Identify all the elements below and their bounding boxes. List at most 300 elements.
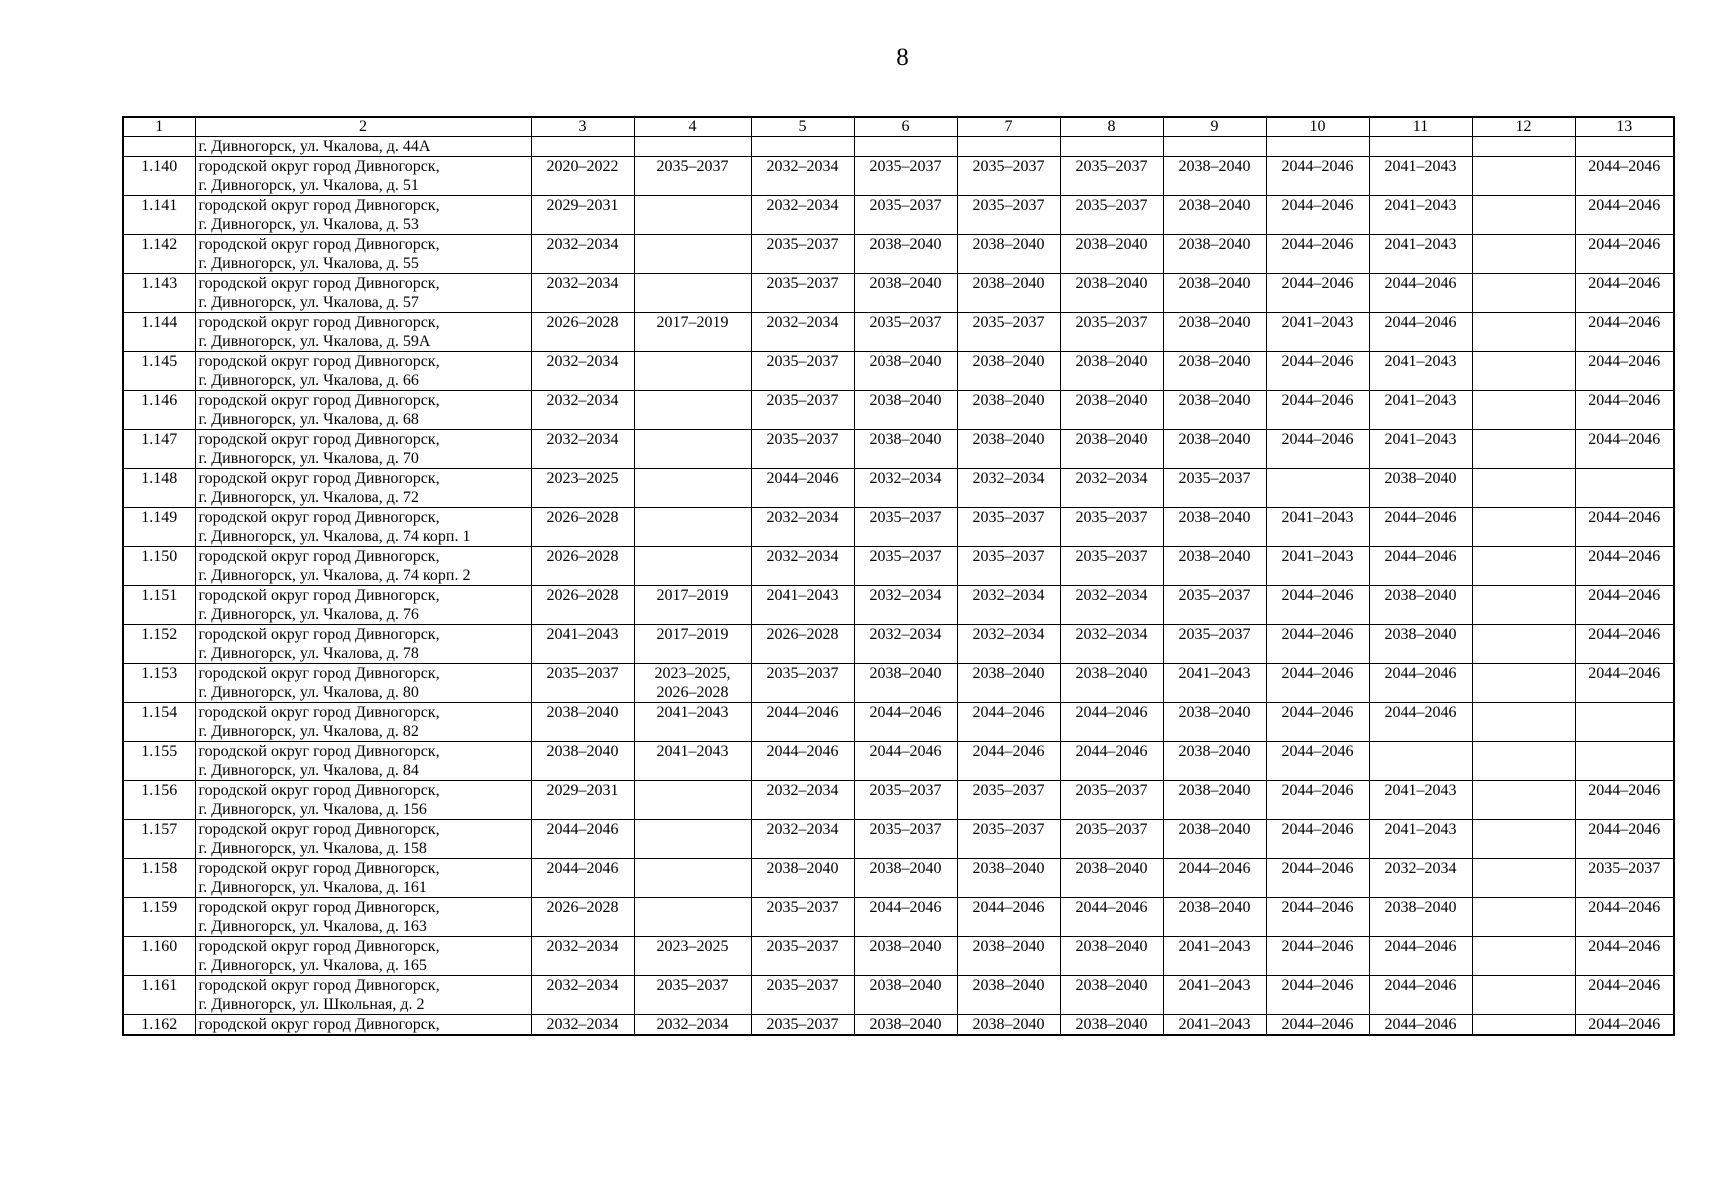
period-cell: 2041–2043	[1163, 976, 1266, 1015]
table-row	[123, 703, 1674, 742]
period-cell: 2044–2046	[1266, 235, 1369, 274]
period-cell: 2038–2040	[1163, 742, 1266, 781]
address-line: городской округ город Дивногорск,	[198, 197, 440, 214]
table-row	[123, 898, 1674, 937]
period-cell: 2032–2034	[854, 625, 957, 664]
column-header: 3	[531, 117, 634, 137]
period-cell	[854, 137, 957, 157]
address-line: г. Дивногорск, ул. Чкалова, д. 78	[198, 645, 419, 662]
period-cell	[1575, 742, 1674, 781]
period-cell: 2032–2034	[751, 313, 854, 352]
period-cell: 2035–2037	[1060, 781, 1163, 820]
period-cell: 2044–2046	[1575, 976, 1674, 1015]
address-cell	[195, 976, 531, 1015]
period-cell: 2035–2037	[957, 547, 1060, 586]
period-cell: 2038–2040	[1163, 196, 1266, 235]
period-cell: 2041–2043	[1369, 391, 1472, 430]
table-row	[123, 508, 1674, 547]
address-cell	[195, 781, 531, 820]
period-cell: 2044–2046	[1266, 586, 1369, 625]
period-cell	[1575, 469, 1674, 508]
period-cell: 2038–2040	[1060, 664, 1163, 703]
period-cell: 2032–2034	[531, 430, 634, 469]
period-cell: 2038–2040	[854, 937, 957, 976]
period-cell: 2035–2037	[634, 157, 751, 196]
address-line: г. Дивногорск, ул. Чкалова, д. 84	[198, 762, 419, 779]
period-cell	[634, 469, 751, 508]
period-cell: 2035–2037	[1163, 586, 1266, 625]
period-cell: 2044–2046	[1266, 937, 1369, 976]
period-cell: 2038–2040	[1369, 625, 1472, 664]
period-cell	[1163, 137, 1266, 157]
period-cell: 2035–2037	[957, 508, 1060, 547]
period-cell: 2041–2043	[1369, 235, 1472, 274]
period-cell: 2032–2034	[957, 469, 1060, 508]
period-cell: 2041–2043	[634, 703, 751, 742]
address-line: городской округ город Дивногорск,	[198, 782, 440, 799]
address-line: городской округ город Дивногорск,	[198, 626, 440, 643]
period-cell: 2041–2043	[751, 586, 854, 625]
period-cell	[1472, 391, 1575, 430]
period-cell: 2044–2046	[1060, 898, 1163, 937]
period-cell: 2032–2034	[531, 976, 634, 1015]
period-cell: 2038–2040	[957, 976, 1060, 1015]
row-number-cell: 1.162	[123, 1015, 195, 1036]
period-cell: 2038–2040	[1163, 703, 1266, 742]
period-cell: 2044–2046	[1575, 196, 1674, 235]
period-cell: 2032–2034	[531, 1015, 634, 1036]
period-cell: 2026–2028	[751, 625, 854, 664]
address-cell	[195, 196, 531, 235]
period-cell: 2038–2040	[957, 274, 1060, 313]
period-cell: 2023–2025	[531, 469, 634, 508]
period-cell: 2041–2043	[1163, 937, 1266, 976]
row-number-cell: 1.150	[123, 547, 195, 586]
row-number-cell: 1.141	[123, 196, 195, 235]
address-line: г. Дивногорск, ул. Чкалова, д. 156	[198, 801, 427, 818]
column-header: 10	[1266, 117, 1369, 137]
address-line: г. Дивногорск, ул. Чкалова, д. 163	[198, 918, 427, 935]
period-cell: 2038–2040	[1163, 274, 1266, 313]
period-cell: 2035–2037	[751, 664, 854, 703]
address-cell	[195, 352, 531, 391]
period-cell: 2044–2046	[1575, 625, 1674, 664]
address-line: г. Дивногорск, ул. Чкалова, д. 80	[198, 684, 419, 701]
table-row	[123, 586, 1674, 625]
period-cell: 2032–2034	[634, 1015, 751, 1036]
period-cell: 2044–2046	[531, 820, 634, 859]
address-line: городской округ город Дивногорск,	[198, 899, 440, 916]
period-cell: 2026–2028	[531, 313, 634, 352]
address-line: г. Дивногорск, ул. Школьная, д. 2	[198, 996, 425, 1013]
period-cell	[1472, 274, 1575, 313]
address-cell	[195, 1015, 531, 1036]
period-cell: 2044–2046	[751, 469, 854, 508]
address-cell	[195, 586, 531, 625]
period-cell: 2041–2043	[1369, 196, 1472, 235]
period-cell: 2038–2040	[1163, 547, 1266, 586]
period-cell: 2020–2022	[531, 157, 634, 196]
address-cell	[195, 235, 531, 274]
period-cell: 2044–2046	[751, 742, 854, 781]
period-cell: 2038–2040	[854, 352, 957, 391]
period-cell: 2044–2046	[957, 898, 1060, 937]
period-cell: 2044–2046	[1266, 391, 1369, 430]
table-row	[123, 313, 1674, 352]
period-cell: 2044–2046	[1266, 196, 1369, 235]
address-cell	[195, 937, 531, 976]
table-body	[123, 137, 1674, 1036]
column-header: 8	[1060, 117, 1163, 137]
period-cell: 2044–2046	[1060, 742, 1163, 781]
period-cell: 2035–2037	[1060, 313, 1163, 352]
period-cell: 2044–2046	[1575, 235, 1674, 274]
table-row	[123, 469, 1674, 508]
period-cell	[1472, 742, 1575, 781]
period-cell: 2044–2046	[1575, 820, 1674, 859]
table-row	[123, 1015, 1674, 1036]
period-cell: 2044–2046	[1060, 703, 1163, 742]
period-cell: 2038–2040	[1163, 508, 1266, 547]
address-cell	[195, 508, 531, 547]
period-cell	[1575, 703, 1674, 742]
period-cell: 2038–2040	[1060, 976, 1163, 1015]
period-cell	[1472, 937, 1575, 976]
period-cell	[1266, 137, 1369, 157]
address-line: г. Дивногорск, ул. Чкалова, д. 70	[198, 450, 419, 467]
address-cell	[195, 898, 531, 937]
period-cell: 2026–2028	[531, 508, 634, 547]
period-cell: 2035–2037	[957, 196, 1060, 235]
period-cell: 2035–2037	[1163, 469, 1266, 508]
row-number-cell: 1.160	[123, 937, 195, 976]
period-cell	[634, 196, 751, 235]
period-cell: 2029–2031	[531, 196, 634, 235]
period-cell: 2035–2037	[751, 274, 854, 313]
period-cell	[1472, 196, 1575, 235]
period-cell: 2041–2043	[1266, 547, 1369, 586]
period-cell	[1472, 137, 1575, 157]
period-cell: 2035–2037	[1060, 547, 1163, 586]
period-cell: 2041–2043	[1369, 781, 1472, 820]
period-cell	[1472, 430, 1575, 469]
period-cell: 2032–2034	[751, 820, 854, 859]
period-cell: 2035–2037	[751, 352, 854, 391]
period-cell: 2032–2034	[531, 937, 634, 976]
period-cell: 2038–2040	[1060, 430, 1163, 469]
period-cell: 2041–2043	[1266, 313, 1369, 352]
period-cell	[1472, 898, 1575, 937]
column-header: 12	[1472, 117, 1575, 137]
period-cell: 2044–2046	[1266, 625, 1369, 664]
address-line: г. Дивногорск, ул. Чкалова, д. 66	[198, 372, 419, 389]
row-number-cell: 1.148	[123, 469, 195, 508]
period-cell: 2032–2034	[1060, 469, 1163, 508]
table-row	[123, 235, 1674, 274]
address-cell	[195, 547, 531, 586]
address-line: городской округ город Дивногорск,	[198, 743, 440, 760]
period-cell	[1472, 157, 1575, 196]
period-cell: 2017–2019	[634, 313, 751, 352]
period-cell: 2044–2046	[1266, 664, 1369, 703]
address-line: г. Дивногорск, ул. Чкалова, д. 165	[198, 957, 427, 974]
period-cell: 2038–2040	[957, 664, 1060, 703]
address-line: городской округ город Дивногорск,	[198, 236, 440, 253]
period-cell: 2032–2034	[854, 469, 957, 508]
row-number-cell: 1.153	[123, 664, 195, 703]
period-cell: 2038–2040	[854, 664, 957, 703]
row-number-cell: 1.154	[123, 703, 195, 742]
period-cell: 2044–2046	[957, 703, 1060, 742]
period-cell: 2044–2046	[1575, 313, 1674, 352]
period-cell: 2044–2046	[1575, 157, 1674, 196]
period-cell: 2035–2037	[854, 196, 957, 235]
period-cell: 2044–2046	[854, 703, 957, 742]
address-line: городской округ город Дивногорск,	[198, 275, 440, 292]
column-header: 2	[195, 117, 531, 137]
column-header: 13	[1575, 117, 1674, 137]
period-cell: 2044–2046	[1266, 157, 1369, 196]
address-cell	[195, 274, 531, 313]
table-row	[123, 781, 1674, 820]
period-cell	[1369, 137, 1472, 157]
row-number-cell: 1.143	[123, 274, 195, 313]
period-cell: 2032–2034	[751, 508, 854, 547]
address-cell	[195, 742, 531, 781]
row-number-cell: 1.147	[123, 430, 195, 469]
period-cell	[1472, 859, 1575, 898]
period-cell: 2035–2037	[957, 157, 1060, 196]
period-cell: 2044–2046	[854, 898, 957, 937]
period-cell: 2035–2037	[854, 547, 957, 586]
row-number-cell: 1.144	[123, 313, 195, 352]
address-line: г. Дивногорск, ул. Чкалова, д. 68	[198, 411, 419, 428]
address-cell	[195, 430, 531, 469]
period-cell: 2038–2040	[957, 352, 1060, 391]
period-cell: 2035–2037	[751, 391, 854, 430]
period-cell	[1575, 137, 1674, 157]
address-cell	[195, 625, 531, 664]
address-line: городской округ город Дивногорск,	[198, 977, 440, 994]
period-cell	[634, 274, 751, 313]
period-cell: 2038–2040	[1060, 391, 1163, 430]
address-line: г. Дивногорск, ул. Чкалова, д. 74 корп. 1	[198, 528, 471, 545]
period-cell: 2035–2037	[854, 781, 957, 820]
period-cell: 2026–2028	[531, 547, 634, 586]
table-row	[123, 937, 1674, 976]
table-row	[123, 274, 1674, 313]
row-number-cell: 1.155	[123, 742, 195, 781]
row-number-cell: 1.152	[123, 625, 195, 664]
period-cell: 2023–2025	[634, 937, 751, 976]
period-cell	[634, 820, 751, 859]
address-line: городской округ город Дивногорск,	[198, 821, 440, 838]
period-cell	[1472, 781, 1575, 820]
row-number-cell: 1.145	[123, 352, 195, 391]
period-cell: 2044–2046	[1575, 664, 1674, 703]
address-line: городской округ город Дивногорск,	[198, 470, 440, 487]
period-cell: 2044–2046	[957, 742, 1060, 781]
period-cell: 2038–2040	[1163, 235, 1266, 274]
period-cell: 2044–2046	[1266, 352, 1369, 391]
period-cell: 2041–2043	[1266, 508, 1369, 547]
address-line: городской округ город Дивногорск,	[198, 314, 440, 331]
table-row	[123, 547, 1674, 586]
period-cell: 2035–2037	[751, 430, 854, 469]
address-line: городской округ город Дивногорск,	[198, 860, 440, 877]
period-cell: 2038–2040	[1163, 157, 1266, 196]
row-number-cell: 1.142	[123, 235, 195, 274]
period-cell: 2032–2034	[531, 235, 634, 274]
period-cell	[634, 235, 751, 274]
period-cell: 2026–2028	[531, 898, 634, 937]
period-cell: 2044–2046	[1575, 1015, 1674, 1036]
period-cell	[1266, 469, 1369, 508]
address-line: г. Дивногорск, ул. Чкалова, д. 72	[198, 489, 419, 506]
row-number-cell: 1.161	[123, 976, 195, 1015]
address-line: г. Дивногорск, ул. Чкалова, д. 82	[198, 723, 419, 740]
period-cell: 2038–2040	[1369, 586, 1472, 625]
period-cell: 2044–2046	[1266, 703, 1369, 742]
period-cell: 2044–2046	[1575, 937, 1674, 976]
address-line: г. Дивногорск, ул. Чкалова, д. 158	[198, 840, 427, 857]
period-cell: 2029–2031	[531, 781, 634, 820]
column-header: 5	[751, 117, 854, 137]
period-cell: 2044–2046	[1369, 937, 1472, 976]
table-row	[123, 742, 1674, 781]
period-cell: 2038–2040	[854, 859, 957, 898]
address-line: городской округ город Дивногорск,	[198, 353, 440, 370]
address-cell	[195, 703, 531, 742]
period-cell	[1472, 508, 1575, 547]
period-cell: 2035–2037	[634, 976, 751, 1015]
period-cell: 2041–2043	[634, 742, 751, 781]
period-cell: 2026–2028	[531, 586, 634, 625]
address-line: городской округ город Дивногорск,	[198, 392, 440, 409]
period-cell: 2035–2037	[751, 898, 854, 937]
period-cell: 2038–2040	[1369, 469, 1472, 508]
period-cell: 2038–2040	[1163, 391, 1266, 430]
period-cell	[1472, 469, 1575, 508]
period-cell: 2038–2040	[854, 274, 957, 313]
period-cell: 2038–2040	[957, 391, 1060, 430]
period-cell: 2035–2037	[1060, 196, 1163, 235]
period-cell	[634, 547, 751, 586]
period-cell: 2038–2040	[1060, 235, 1163, 274]
table-row	[123, 352, 1674, 391]
period-cell: 2035–2037	[1060, 157, 1163, 196]
period-cell	[634, 430, 751, 469]
period-cell: 2038–2040	[854, 976, 957, 1015]
address-cell	[195, 859, 531, 898]
period-cell: 2023–2025, 2026–2028	[634, 664, 751, 703]
period-cell	[634, 508, 751, 547]
period-cell	[1472, 313, 1575, 352]
period-cell: 2044–2046	[1369, 274, 1472, 313]
period-cell: 2038–2040	[1163, 352, 1266, 391]
period-cell: 2035–2037	[854, 508, 957, 547]
address-line: г. Дивногорск, ул. Чкалова, д. 57	[198, 294, 419, 311]
period-cell: 2044–2046	[1369, 313, 1472, 352]
column-header: 4	[634, 117, 751, 137]
period-cell: 2035–2037	[854, 313, 957, 352]
table-row	[123, 196, 1674, 235]
row-number-cell: 1.149	[123, 508, 195, 547]
period-cell	[751, 137, 854, 157]
address-line: городской округ город Дивногорск,	[198, 509, 440, 526]
period-cell: 2044–2046	[1575, 781, 1674, 820]
period-cell	[1472, 1015, 1575, 1036]
period-cell: 2038–2040	[1163, 313, 1266, 352]
address-cell	[195, 391, 531, 430]
period-cell	[1472, 664, 1575, 703]
period-cell: 2044–2046	[1266, 898, 1369, 937]
period-cell: 2038–2040	[1060, 859, 1163, 898]
address-line: городской округ город Дивногорск,	[198, 1016, 440, 1033]
table-row	[123, 976, 1674, 1015]
period-cell	[634, 781, 751, 820]
period-cell	[1369, 742, 1472, 781]
period-cell: 2044–2046	[1369, 703, 1472, 742]
address-line: г. Дивногорск, ул. Чкалова, д. 55	[198, 255, 419, 272]
address-line: г. Дивногорск, ул. Чкалова, д. 51	[198, 177, 419, 194]
period-cell: 2032–2034	[957, 586, 1060, 625]
period-cell: 2038–2040	[1060, 352, 1163, 391]
period-cell: 2035–2037	[1060, 820, 1163, 859]
period-cell: 2032–2034	[751, 157, 854, 196]
period-cell: 2032–2034	[531, 352, 634, 391]
period-cell: 2032–2034	[531, 391, 634, 430]
period-cell: 2035–2037	[751, 937, 854, 976]
period-cell: 2041–2043	[1369, 352, 1472, 391]
period-cell: 2044–2046	[1266, 742, 1369, 781]
period-cell: 2032–2034	[1060, 586, 1163, 625]
period-cell	[634, 352, 751, 391]
period-cell: 2044–2046	[1369, 508, 1472, 547]
row-number-cell: 1.151	[123, 586, 195, 625]
table-row	[123, 430, 1674, 469]
address-line: городской округ город Дивногорск,	[198, 431, 440, 448]
column-header: 6	[854, 117, 957, 137]
address-line: г. Дивногорск, ул. Чкалова, д. 44А	[198, 138, 431, 155]
row-number-cell: 1.140	[123, 157, 195, 196]
period-cell	[1472, 703, 1575, 742]
period-cell: 2041–2043	[1369, 820, 1472, 859]
period-cell: 2041–2043	[1163, 664, 1266, 703]
period-cell	[1472, 820, 1575, 859]
period-cell: 2044–2046	[1266, 820, 1369, 859]
column-header: 11	[1369, 117, 1472, 137]
period-cell: 2038–2040	[854, 235, 957, 274]
period-cell	[1472, 625, 1575, 664]
period-cell: 2032–2034	[751, 781, 854, 820]
row-number-cell: 1.156	[123, 781, 195, 820]
period-cell: 2044–2046	[1575, 547, 1674, 586]
period-cell: 2044–2046	[1266, 430, 1369, 469]
period-cell: 2044–2046	[1266, 976, 1369, 1015]
period-cell: 2032–2034	[751, 547, 854, 586]
period-cell: 2044–2046	[1575, 430, 1674, 469]
period-cell	[957, 137, 1060, 157]
address-cell	[195, 157, 531, 196]
row-number-cell: 1.158	[123, 859, 195, 898]
period-cell: 2044–2046	[1369, 664, 1472, 703]
column-header: 1	[123, 117, 195, 137]
address-cell	[195, 469, 531, 508]
period-cell: 2044–2046	[1163, 859, 1266, 898]
period-cell: 2044–2046	[1575, 391, 1674, 430]
address-line: г. Дивногорск, ул. Чкалова, д. 74 корп. 2	[198, 567, 471, 584]
